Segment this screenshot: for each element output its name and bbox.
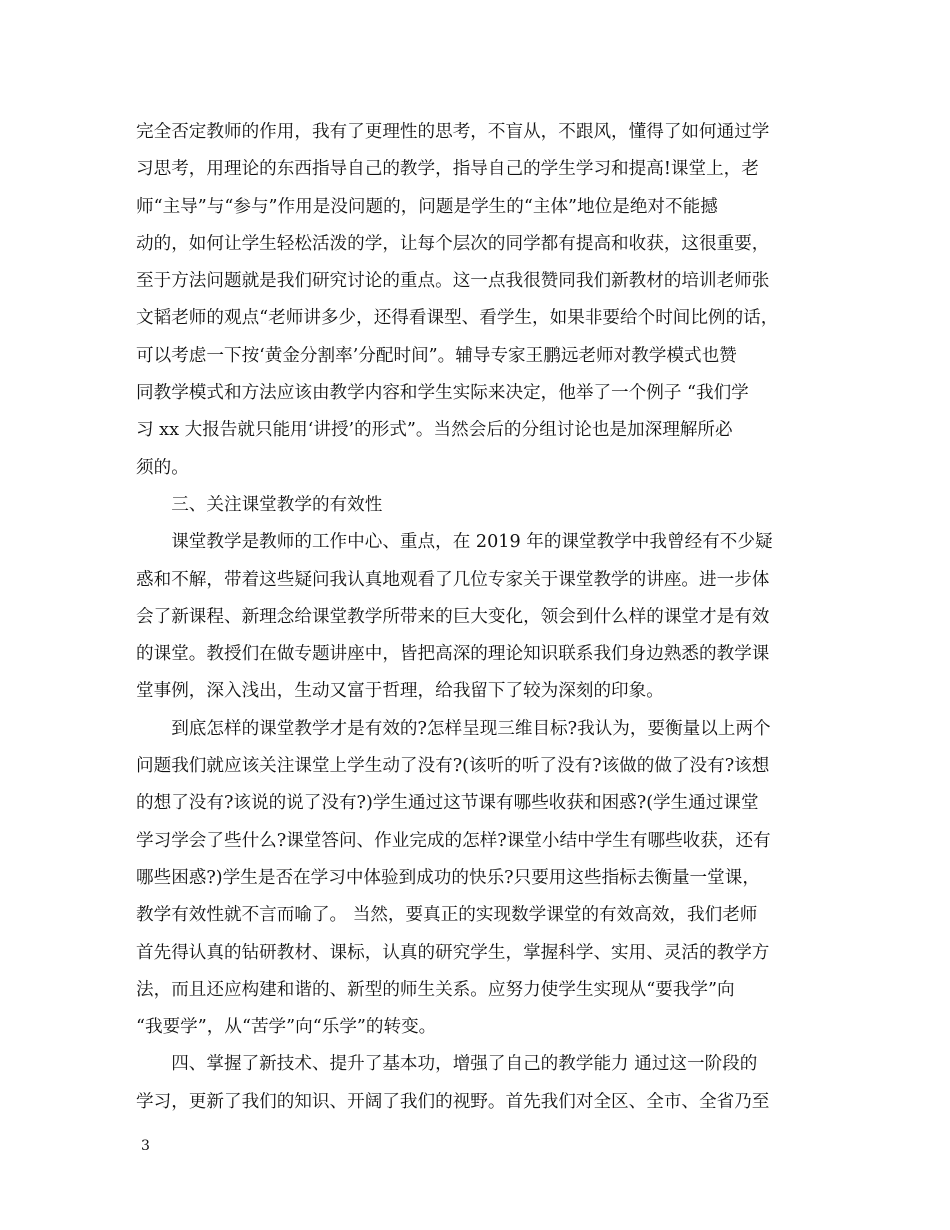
text-line: 会了新课程、新理念给课堂教学所带来的巨大变化，领会到什么样的课堂才是有效 bbox=[136, 606, 770, 627]
text-line: 的想了没有?该说的说了没有?)学生通过这节课有哪些收获和困惑?(学生通过课堂 bbox=[136, 793, 759, 814]
text-line: 堂事例，深入浅出，生动又富于哲理，给我留下了较为深刻的印象。 bbox=[136, 681, 664, 702]
text-line: 到底怎样的课堂教学才是有效的?怎样呈现三维目标?我认为，要衡量以上两个 bbox=[136, 718, 771, 739]
text-line: 文韬老师的观点“老师讲多少，还得看课型、看学生，如果非要给个时间比例的话， bbox=[136, 308, 779, 329]
text-line: 法，而且还应构建和谐的、新型的师生关系。应努力使学生实现从“要我学”向 bbox=[136, 979, 735, 1000]
text-line: 首先得认真的钻研教材、课标，认真的研究学生，掌握科学、实用、灵活的教学方 bbox=[136, 942, 770, 963]
text-line: 学习学会了些什么?课堂答问、作业完成的怎样?课堂小结中学生有哪些收获，还有 bbox=[136, 830, 771, 851]
body-text bbox=[136, 114, 824, 1121]
text-line: 学习，更新了我们的知识、开阔了我们的视野。首先我们对全区、全市、全省乃至 bbox=[136, 1091, 770, 1112]
text-line: 可以考虑一下按‘黄金分割率’分配时间”。辅导专家王鹏远老师对教学模式也赞 bbox=[136, 345, 737, 366]
text-line: 至于方法问题就是我们研究讨论的重点。这一点我很赞同我们新教材的培训老师张 bbox=[136, 271, 770, 292]
text-line: 课堂教学是教师的工作中心、重点，在 2019 年的课堂教学中我曾经有不少疑 bbox=[136, 532, 773, 553]
text-line: 动的，如何让学生轻松活泼的学，让每个层次的同学都有提高和收获，这很重要， bbox=[136, 233, 770, 254]
text-line: 师“主导”与“参与”作用是没问题的，问题是学生的“主体”地位是绝对不能撼 bbox=[136, 196, 718, 217]
text-line: 哪些困惑?)学生是否在学习中体验到成功的快乐?只要用这些指标去衡量一堂课， bbox=[136, 867, 760, 888]
text-line: 完全否定教师的作用，我有了更理性的思考，不盲从，不跟风，懂得了如何通过学 bbox=[136, 122, 770, 142]
text-line: 惑和不解，带着这些疑问我认真地观看了几位专家关于课堂教学的讲座。进一步体 bbox=[136, 569, 770, 590]
text-line: 教学有效性就不言而喻了。 当然，要真正的实现数学课堂的有效高效，我们老师 bbox=[136, 905, 758, 926]
text-line: “我要学”，从“苦学”向“乐学”的转变。 bbox=[136, 1017, 437, 1038]
text-line: 的课堂。教授们在做专题讲座中，皆把高深的理论知识联系我们身边熟悉的教学课 bbox=[136, 644, 770, 665]
text-line: 问题我们就应该关注课堂上学生动了没有?(该听的听了没有?该做的做了没有?该想 bbox=[136, 756, 770, 777]
text-line: 习 xx 大报告就只能用‘讲授’的形式”。当然会后的分组讨论也是加深理解所必 bbox=[136, 420, 733, 441]
page-number: 3 bbox=[141, 1138, 150, 1154]
text-line: 三、关注课堂教学的有效性 bbox=[136, 494, 383, 515]
text-line: 须的。 bbox=[136, 457, 189, 478]
text-line: 同教学模式和方法应该由教学内容和学生实际来决定，他举了一个例子 “我们学 bbox=[136, 383, 749, 404]
text-line: 四、掌握了新技术、提升了基本功，增强了自己的教学能力 通过这一阶段的 bbox=[136, 1054, 758, 1075]
text-line: 习思考，用理论的东西指导自己的教学，指导自己的学生学习和提高!课堂上，老 bbox=[136, 159, 759, 180]
